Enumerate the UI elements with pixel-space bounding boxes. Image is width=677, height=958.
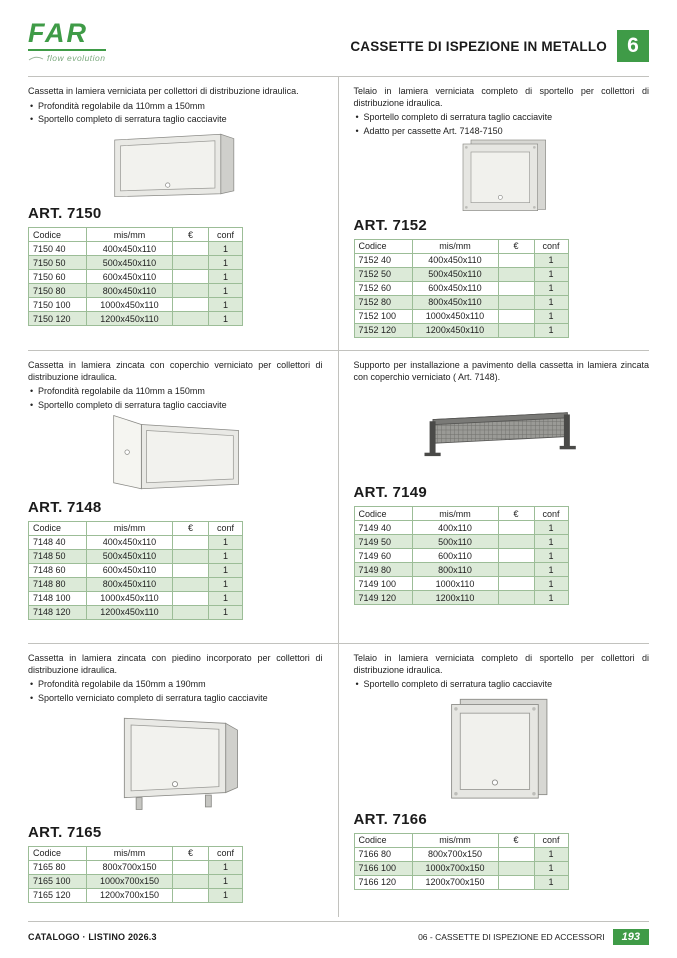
open-box-illustration (100, 411, 250, 497)
article-number: ART. 7165 (28, 823, 102, 841)
table-row: 7150 100 1000x450x110 1 (29, 298, 243, 312)
table-row: 7152 50 500x450x110 1 (354, 267, 568, 281)
table-body (354, 253, 568, 337)
col-euro: € (173, 228, 209, 242)
spec-table-7165 (28, 846, 243, 903)
col-codice: Codice (29, 521, 87, 535)
page-number-badge: 193 (613, 929, 649, 945)
catalog-edition: CATALOGO · LISTINO 2026.3 (28, 932, 157, 942)
col-conf: conf (209, 228, 243, 242)
feature-item: • Sportello completo di serratura taglio cacciavite (28, 114, 323, 125)
product-image-7152 (354, 137, 650, 215)
product-description: Cassetta in lamiera zincata con coperchio verniciato per collettori di distribuzione idraulica. (28, 360, 323, 382)
table-body (354, 847, 568, 889)
table-row: 7150 80 800x450x110 1 (29, 284, 243, 298)
col-conf: conf (534, 507, 568, 521)
feature-item: • Adatto per cassette Art. 7148-7150 (354, 126, 650, 137)
table-row: 7148 100 1000x450x110 1 (29, 591, 243, 605)
col-mis: mis/mm (412, 239, 498, 253)
article-number: ART. 7148 (28, 498, 102, 516)
floor-support-illustration (416, 404, 586, 464)
col-mis: mis/mm (87, 228, 173, 242)
product-description: Telaio in lamiera verniciata completo di sportello per collettori di distribuzione idraulica. (353, 653, 649, 675)
table-row: 7152 80 800x450x110 1 (354, 295, 568, 309)
feature-list (28, 386, 323, 411)
table-header-row (29, 521, 243, 535)
table-row: 7150 60 600x450x110 1 (29, 270, 243, 284)
table-row: 7148 60 600x450x110 1 (29, 563, 243, 577)
feature-list (354, 679, 650, 690)
table-row: 7149 40 400x110 1 (354, 521, 568, 535)
page-header (28, 0, 649, 77)
feature-item: • Sportello verniciato completo di serratura taglio cacciavite (28, 693, 323, 704)
col-codice: Codice (29, 846, 87, 860)
page-footer (28, 921, 649, 945)
product-image-7149 (354, 386, 650, 482)
footer-section-title: 06 - CASSETTE DI ISPEZIONE ED ACCESSORI (418, 932, 605, 942)
product-grid (28, 77, 649, 917)
table-row: 7165 100 1000x700x150 1 (29, 874, 243, 888)
product-section-7150 (28, 77, 339, 351)
spec-table-7166 (354, 833, 569, 890)
product-section-7165 (28, 644, 339, 917)
table-row: 7152 120 1200x450x110 1 (354, 323, 568, 337)
table-row: 7148 40 400x450x110 1 (29, 535, 243, 549)
table-body (29, 860, 243, 902)
product-image-7165 (28, 704, 323, 822)
swoosh-icon (28, 55, 44, 62)
footed-box-illustration (99, 708, 251, 818)
table-row: 7149 80 800x110 1 (354, 563, 568, 577)
table-header-row (29, 228, 243, 242)
col-conf: conf (534, 239, 568, 253)
col-mis: mis/mm (87, 521, 173, 535)
feature-item: • Sportello completo di serratura taglio cacciavite (28, 400, 323, 411)
feature-list (354, 112, 650, 137)
product-image-7150 (28, 125, 323, 203)
wall-box-illustration (106, 124, 244, 204)
col-conf: conf (534, 833, 568, 847)
col-conf: conf (209, 846, 243, 860)
table-row: 7152 40 400x450x110 1 (354, 253, 568, 267)
brand-name: FAR (28, 20, 106, 51)
table-body (29, 242, 243, 326)
table-row: 7165 120 1200x700x150 1 (29, 888, 243, 902)
spec-table-7150 (28, 227, 243, 326)
product-image-7166 (354, 691, 650, 809)
product-section-7166 (339, 644, 650, 917)
table-row: 7149 50 500x110 1 (354, 535, 568, 549)
col-conf: conf (209, 521, 243, 535)
article-number: ART. 7152 (353, 216, 428, 234)
article-number: ART. 7150 (28, 205, 102, 223)
product-description: Telaio in lamiera verniciata completo di sportello per collettori di distribuzione idraulica. (353, 86, 649, 108)
col-euro: € (498, 833, 534, 847)
col-mis: mis/mm (412, 833, 498, 847)
product-description: Cassetta in lamiera verniciata per collettori di distribuzione idraulica. (28, 86, 299, 96)
chapter-badge: 6 (617, 30, 649, 62)
article-number: ART. 7149 (353, 484, 428, 502)
product-section-7149 (339, 351, 650, 644)
table-row: 7149 120 1200x110 1 (354, 591, 568, 605)
table-row: 7148 80 800x450x110 1 (29, 577, 243, 591)
table-row: 7152 60 600x450x110 1 (354, 281, 568, 295)
table-body (354, 521, 568, 605)
page-title: CASSETTE DI ISPEZIONE IN METALLO (350, 38, 607, 54)
col-euro: € (173, 521, 209, 535)
brand-tagline: flow evolution (47, 53, 106, 63)
table-header-row (354, 239, 568, 253)
table-row: 7150 120 1200x450x110 1 (29, 312, 243, 326)
table-header-row (354, 507, 568, 521)
feature-item: • Profondità regolabile da 150mm a 190mm (28, 679, 323, 690)
feature-list (28, 101, 323, 126)
table-row: 7152 100 1000x450x110 1 (354, 309, 568, 323)
table-row: 7148 50 500x450x110 1 (29, 549, 243, 563)
table-row: 7149 60 600x110 1 (354, 549, 568, 563)
product-description: Cassetta in lamiera zincata con piedino incorporato per collettori di distribuzione idraulica. (28, 653, 323, 675)
product-description: Supporto per installazione a pavimento della cassetta in lamiera zincata con coperchio verniciato ( Art. 7148). (353, 360, 649, 382)
brand-logo (28, 20, 106, 63)
table-row: 7149 100 1000x110 1 (354, 577, 568, 591)
table-header-row (29, 846, 243, 860)
col-mis: mis/mm (412, 507, 498, 521)
table-row: 7150 50 500x450x110 1 (29, 256, 243, 270)
frame-door-illustration (451, 136, 551, 216)
feature-list (28, 679, 323, 704)
spec-table-7149 (354, 506, 569, 605)
col-codice: Codice (354, 833, 412, 847)
col-euro: € (173, 846, 209, 860)
feature-item: • Profondità regolabile da 110mm a 150mm (28, 386, 323, 397)
spec-table-7152 (354, 239, 569, 338)
col-euro: € (498, 507, 534, 521)
col-codice: Codice (354, 239, 412, 253)
product-section-7148 (28, 351, 339, 644)
table-row: 7166 100 1000x700x150 1 (354, 861, 568, 875)
frame-door-illustration (436, 695, 566, 805)
feature-item: • Sportello completo di serratura taglio cacciavite (354, 112, 650, 123)
table-row: 7166 80 800x700x150 1 (354, 847, 568, 861)
col-codice: Codice (354, 507, 412, 521)
table-body (29, 535, 243, 619)
col-euro: € (498, 239, 534, 253)
article-number: ART. 7166 (353, 810, 428, 828)
col-mis: mis/mm (87, 846, 173, 860)
product-image-7148 (28, 411, 323, 497)
table-row: 7148 120 1200x450x110 1 (29, 605, 243, 619)
table-row: 7150 40 400x450x110 1 (29, 242, 243, 256)
product-section-7152 (339, 77, 650, 351)
spec-table-7148 (28, 521, 243, 620)
feature-item: • Profondità regolabile da 110mm a 150mm (28, 101, 323, 112)
feature-item: • Sportello completo di serratura taglio cacciavite (354, 679, 650, 690)
table-row: 7165 80 800x700x150 1 (29, 860, 243, 874)
col-codice: Codice (29, 228, 87, 242)
table-header-row (354, 833, 568, 847)
table-row: 7166 120 1200x700x150 1 (354, 875, 568, 889)
